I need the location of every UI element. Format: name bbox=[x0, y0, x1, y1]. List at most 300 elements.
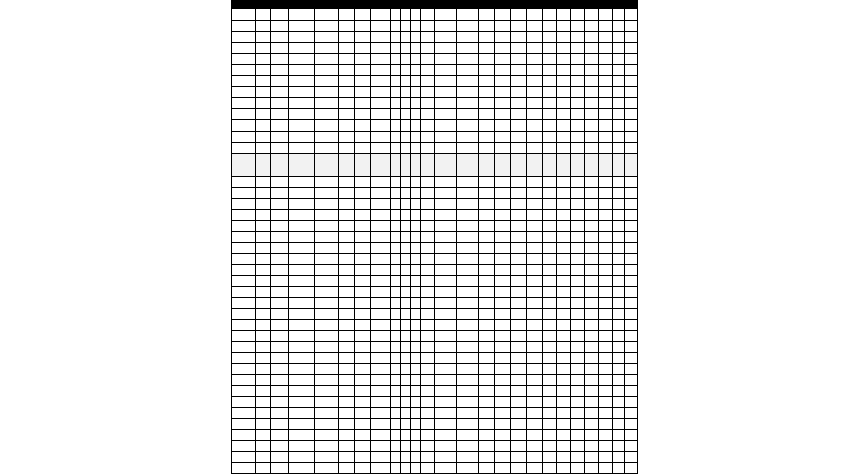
table-cell bbox=[355, 32, 371, 43]
table-cell bbox=[527, 276, 543, 287]
table-cell bbox=[411, 287, 421, 298]
table-cell bbox=[543, 309, 557, 320]
table-cell bbox=[371, 309, 391, 320]
table-row bbox=[232, 276, 638, 287]
table-row bbox=[232, 331, 638, 342]
table-cell bbox=[289, 199, 315, 210]
table-cell bbox=[411, 177, 421, 188]
table-cell bbox=[511, 132, 527, 143]
table-cell bbox=[495, 265, 511, 276]
table-cell bbox=[391, 109, 401, 120]
table-header-row bbox=[232, 1, 638, 9]
table-cell bbox=[401, 98, 411, 109]
table-cell bbox=[421, 265, 435, 276]
table-cell bbox=[289, 143, 315, 154]
table-cell bbox=[355, 408, 371, 419]
table-cell bbox=[571, 98, 585, 109]
table-cell bbox=[339, 232, 355, 243]
table-cell bbox=[511, 408, 527, 419]
table-cell bbox=[421, 65, 435, 76]
table-cell bbox=[599, 98, 613, 109]
table-cell bbox=[339, 43, 355, 54]
column-header bbox=[479, 1, 495, 9]
table-cell bbox=[289, 232, 315, 243]
table-cell bbox=[371, 210, 391, 221]
table-cell bbox=[391, 430, 401, 441]
table-cell bbox=[289, 452, 315, 463]
table-cell bbox=[571, 342, 585, 353]
table-row bbox=[232, 375, 638, 386]
table-cell bbox=[339, 21, 355, 32]
table-cell bbox=[315, 32, 339, 43]
table-cell bbox=[599, 287, 613, 298]
table-row bbox=[232, 154, 638, 177]
table-cell bbox=[585, 9, 599, 21]
table-cell bbox=[271, 9, 289, 21]
table-cell bbox=[339, 210, 355, 221]
table-cell bbox=[495, 309, 511, 320]
table-cell bbox=[421, 32, 435, 43]
table-cell bbox=[479, 430, 495, 441]
table-cell bbox=[511, 65, 527, 76]
table-cell bbox=[511, 154, 527, 177]
table-cell bbox=[435, 452, 457, 463]
table-cell bbox=[355, 21, 371, 32]
table-cell bbox=[599, 188, 613, 199]
table-cell bbox=[421, 76, 435, 87]
table-cell bbox=[543, 210, 557, 221]
table-cell bbox=[527, 132, 543, 143]
table-cell bbox=[543, 143, 557, 154]
table-cell bbox=[613, 320, 625, 331]
table-cell bbox=[371, 287, 391, 298]
table-cell bbox=[543, 232, 557, 243]
table-cell bbox=[421, 331, 435, 342]
table-cell bbox=[391, 65, 401, 76]
table-cell bbox=[401, 120, 411, 132]
table-cell bbox=[527, 21, 543, 32]
table-cell bbox=[421, 221, 435, 232]
table-cell bbox=[543, 243, 557, 254]
table-cell bbox=[271, 419, 289, 430]
table-cell bbox=[599, 254, 613, 265]
table-cell bbox=[315, 188, 339, 199]
table-cell bbox=[527, 120, 543, 132]
table-cell bbox=[613, 9, 625, 21]
table-cell bbox=[391, 243, 401, 254]
table-cell bbox=[232, 221, 256, 232]
table-row bbox=[232, 143, 638, 154]
table-cell bbox=[457, 143, 479, 154]
table-cell bbox=[625, 375, 638, 386]
table-cell bbox=[256, 177, 271, 188]
table-cell bbox=[401, 43, 411, 54]
column-header bbox=[511, 1, 527, 9]
table-cell bbox=[625, 342, 638, 353]
table-cell bbox=[571, 32, 585, 43]
table-cell bbox=[571, 221, 585, 232]
table-cell bbox=[421, 463, 435, 474]
table-cell bbox=[371, 243, 391, 254]
table-cell bbox=[421, 254, 435, 265]
table-cell bbox=[527, 87, 543, 98]
table-cell bbox=[543, 87, 557, 98]
table-cell bbox=[435, 287, 457, 298]
table-cell bbox=[371, 463, 391, 474]
table-cell bbox=[571, 243, 585, 254]
table-cell bbox=[599, 87, 613, 98]
table-cell bbox=[557, 177, 571, 188]
table-cell bbox=[411, 342, 421, 353]
table-cell bbox=[479, 177, 495, 188]
table-cell bbox=[557, 265, 571, 276]
table-cell bbox=[421, 9, 435, 21]
table-cell bbox=[256, 309, 271, 320]
table-cell bbox=[625, 221, 638, 232]
table-cell bbox=[457, 76, 479, 87]
table-cell bbox=[543, 254, 557, 265]
table-cell bbox=[457, 43, 479, 54]
table-cell bbox=[479, 408, 495, 419]
table-cell bbox=[339, 397, 355, 408]
table-cell bbox=[625, 177, 638, 188]
table-cell bbox=[411, 98, 421, 109]
table-cell bbox=[511, 309, 527, 320]
table-cell bbox=[315, 221, 339, 232]
table-cell bbox=[401, 199, 411, 210]
table-cell bbox=[585, 54, 599, 65]
table-cell bbox=[355, 210, 371, 221]
table-cell bbox=[599, 232, 613, 243]
table-cell bbox=[391, 199, 401, 210]
table-cell bbox=[585, 21, 599, 32]
table-cell bbox=[355, 109, 371, 120]
table-cell bbox=[585, 419, 599, 430]
table-cell bbox=[435, 221, 457, 232]
table-cell bbox=[411, 408, 421, 419]
table-cell bbox=[571, 331, 585, 342]
table-cell bbox=[625, 154, 638, 177]
table-cell bbox=[256, 243, 271, 254]
table-cell bbox=[339, 132, 355, 143]
table-cell bbox=[401, 32, 411, 43]
table-cell bbox=[289, 154, 315, 177]
table-cell bbox=[557, 232, 571, 243]
table-cell bbox=[289, 430, 315, 441]
table-cell bbox=[511, 298, 527, 309]
table-cell bbox=[232, 463, 256, 474]
table-cell bbox=[315, 375, 339, 386]
table-cell bbox=[543, 331, 557, 342]
table-cell bbox=[371, 265, 391, 276]
table-cell bbox=[339, 76, 355, 87]
table-cell bbox=[585, 132, 599, 143]
table-cell bbox=[457, 232, 479, 243]
table-cell bbox=[613, 65, 625, 76]
table-cell bbox=[495, 397, 511, 408]
table-cell bbox=[457, 386, 479, 397]
table-cell bbox=[339, 298, 355, 309]
table-cell bbox=[271, 408, 289, 419]
table-cell bbox=[495, 386, 511, 397]
table-cell bbox=[315, 342, 339, 353]
table-cell bbox=[371, 188, 391, 199]
table-row bbox=[232, 320, 638, 331]
table-cell bbox=[599, 21, 613, 32]
table-cell bbox=[391, 452, 401, 463]
table-cell bbox=[401, 452, 411, 463]
table-cell bbox=[543, 287, 557, 298]
table-cell bbox=[479, 309, 495, 320]
column-header bbox=[371, 1, 391, 9]
table-cell bbox=[289, 65, 315, 76]
table-cell bbox=[625, 76, 638, 87]
table-cell bbox=[495, 463, 511, 474]
table-cell bbox=[271, 54, 289, 65]
table-cell bbox=[391, 21, 401, 32]
table-cell bbox=[527, 397, 543, 408]
table-cell bbox=[256, 143, 271, 154]
table-cell bbox=[315, 309, 339, 320]
table-cell bbox=[457, 243, 479, 254]
table-cell bbox=[355, 54, 371, 65]
table-cell bbox=[495, 43, 511, 54]
table-row bbox=[232, 463, 638, 474]
table-row bbox=[232, 9, 638, 21]
table-cell bbox=[457, 32, 479, 43]
table-cell bbox=[232, 154, 256, 177]
column-header bbox=[271, 1, 289, 9]
table-cell bbox=[479, 143, 495, 154]
table-cell bbox=[232, 364, 256, 375]
table-cell bbox=[391, 188, 401, 199]
table-cell bbox=[625, 232, 638, 243]
table-cell bbox=[495, 320, 511, 331]
table-cell bbox=[599, 331, 613, 342]
table-cell bbox=[571, 309, 585, 320]
table-cell bbox=[315, 287, 339, 298]
table-cell bbox=[625, 54, 638, 65]
table-cell bbox=[557, 463, 571, 474]
table-cell bbox=[371, 132, 391, 143]
table-cell bbox=[599, 143, 613, 154]
table-cell bbox=[391, 210, 401, 221]
table-cell bbox=[599, 397, 613, 408]
table-cell bbox=[599, 353, 613, 364]
table-cell bbox=[289, 397, 315, 408]
table-cell bbox=[613, 287, 625, 298]
table-cell bbox=[457, 265, 479, 276]
spreadsheet-table bbox=[231, 0, 627, 474]
table-cell bbox=[495, 452, 511, 463]
table-cell bbox=[355, 177, 371, 188]
table-cell bbox=[411, 65, 421, 76]
table-cell bbox=[479, 188, 495, 199]
table-cell bbox=[411, 109, 421, 120]
table-cell bbox=[511, 143, 527, 154]
table-cell bbox=[457, 353, 479, 364]
table-cell bbox=[401, 342, 411, 353]
table-cell bbox=[271, 342, 289, 353]
table-cell bbox=[557, 210, 571, 221]
table-cell bbox=[479, 210, 495, 221]
table-cell bbox=[421, 452, 435, 463]
table-cell bbox=[355, 309, 371, 320]
table-cell bbox=[289, 342, 315, 353]
table-cell bbox=[457, 188, 479, 199]
table-cell bbox=[613, 386, 625, 397]
table-cell bbox=[511, 177, 527, 188]
table-cell bbox=[256, 342, 271, 353]
table-cell bbox=[289, 353, 315, 364]
table-cell bbox=[289, 132, 315, 143]
table-cell bbox=[401, 331, 411, 342]
table-cell bbox=[585, 154, 599, 177]
table-row bbox=[232, 397, 638, 408]
table-cell bbox=[371, 120, 391, 132]
table-cell bbox=[256, 98, 271, 109]
table-cell bbox=[435, 265, 457, 276]
table-cell bbox=[495, 243, 511, 254]
table-cell bbox=[339, 188, 355, 199]
table-cell bbox=[391, 32, 401, 43]
table-cell bbox=[527, 98, 543, 109]
table-cell bbox=[557, 342, 571, 353]
table-cell bbox=[232, 408, 256, 419]
table-cell bbox=[585, 386, 599, 397]
table-cell bbox=[339, 254, 355, 265]
table-cell bbox=[401, 132, 411, 143]
table-cell bbox=[401, 320, 411, 331]
table-cell bbox=[495, 132, 511, 143]
table-cell bbox=[401, 375, 411, 386]
table-cell bbox=[585, 98, 599, 109]
table-cell bbox=[435, 43, 457, 54]
table-cell bbox=[391, 87, 401, 98]
table-cell bbox=[479, 154, 495, 177]
table-cell bbox=[371, 65, 391, 76]
table-cell bbox=[391, 364, 401, 375]
table-cell bbox=[495, 298, 511, 309]
table-cell bbox=[339, 177, 355, 188]
table-cell bbox=[457, 109, 479, 120]
table-cell bbox=[232, 375, 256, 386]
table-cell bbox=[511, 386, 527, 397]
table-cell bbox=[411, 452, 421, 463]
table-cell bbox=[315, 232, 339, 243]
table-cell bbox=[585, 188, 599, 199]
table-row bbox=[232, 298, 638, 309]
table-cell bbox=[421, 188, 435, 199]
table-cell bbox=[289, 276, 315, 287]
table-cell bbox=[401, 65, 411, 76]
table-cell bbox=[625, 331, 638, 342]
table-cell bbox=[401, 254, 411, 265]
column-header bbox=[557, 1, 571, 9]
table-cell bbox=[232, 265, 256, 276]
table-cell bbox=[339, 364, 355, 375]
table-cell bbox=[289, 98, 315, 109]
table-cell bbox=[613, 375, 625, 386]
table-cell bbox=[391, 331, 401, 342]
table-cell bbox=[421, 232, 435, 243]
table-cell bbox=[339, 54, 355, 65]
table-cell bbox=[401, 232, 411, 243]
table-cell bbox=[599, 32, 613, 43]
table-cell bbox=[527, 232, 543, 243]
table-cell bbox=[421, 342, 435, 353]
table-cell bbox=[411, 188, 421, 199]
table-cell bbox=[401, 87, 411, 98]
table-row bbox=[232, 353, 638, 364]
table-cell bbox=[457, 375, 479, 386]
table-cell bbox=[557, 386, 571, 397]
table-cell bbox=[495, 331, 511, 342]
table-cell bbox=[557, 9, 571, 21]
table-cell bbox=[421, 143, 435, 154]
table-cell bbox=[511, 9, 527, 21]
column-header bbox=[355, 1, 371, 9]
table-cell bbox=[511, 76, 527, 87]
table-cell bbox=[613, 309, 625, 320]
table-cell bbox=[495, 375, 511, 386]
table-cell bbox=[479, 98, 495, 109]
table-row bbox=[232, 452, 638, 463]
table-cell bbox=[479, 463, 495, 474]
table-cell bbox=[543, 430, 557, 441]
table-cell bbox=[599, 109, 613, 120]
table-cell bbox=[571, 430, 585, 441]
table-cell bbox=[585, 177, 599, 188]
table-cell bbox=[271, 21, 289, 32]
table-cell bbox=[411, 143, 421, 154]
table-cell bbox=[571, 132, 585, 143]
table-cell bbox=[571, 232, 585, 243]
table-cell bbox=[271, 177, 289, 188]
table-cell bbox=[421, 397, 435, 408]
table-cell bbox=[585, 76, 599, 87]
table-cell bbox=[479, 331, 495, 342]
table-cell bbox=[339, 243, 355, 254]
table-cell bbox=[355, 331, 371, 342]
table-cell bbox=[435, 364, 457, 375]
table-cell bbox=[411, 463, 421, 474]
table-cell bbox=[599, 463, 613, 474]
table-cell bbox=[511, 353, 527, 364]
table-cell bbox=[543, 76, 557, 87]
table-cell bbox=[457, 287, 479, 298]
table-cell bbox=[271, 143, 289, 154]
table-cell bbox=[391, 232, 401, 243]
table-cell bbox=[355, 232, 371, 243]
table-cell bbox=[289, 32, 315, 43]
table-row bbox=[232, 177, 638, 188]
table-cell bbox=[571, 199, 585, 210]
table-cell bbox=[256, 463, 271, 474]
table-cell bbox=[271, 132, 289, 143]
table-cell bbox=[411, 386, 421, 397]
table-cell bbox=[543, 132, 557, 143]
table-cell bbox=[585, 87, 599, 98]
table-cell bbox=[585, 210, 599, 221]
table-cell bbox=[435, 154, 457, 177]
table-cell bbox=[315, 120, 339, 132]
table-cell bbox=[557, 54, 571, 65]
table-cell bbox=[256, 232, 271, 243]
table-cell bbox=[315, 452, 339, 463]
table-cell bbox=[421, 309, 435, 320]
table-cell bbox=[557, 87, 571, 98]
